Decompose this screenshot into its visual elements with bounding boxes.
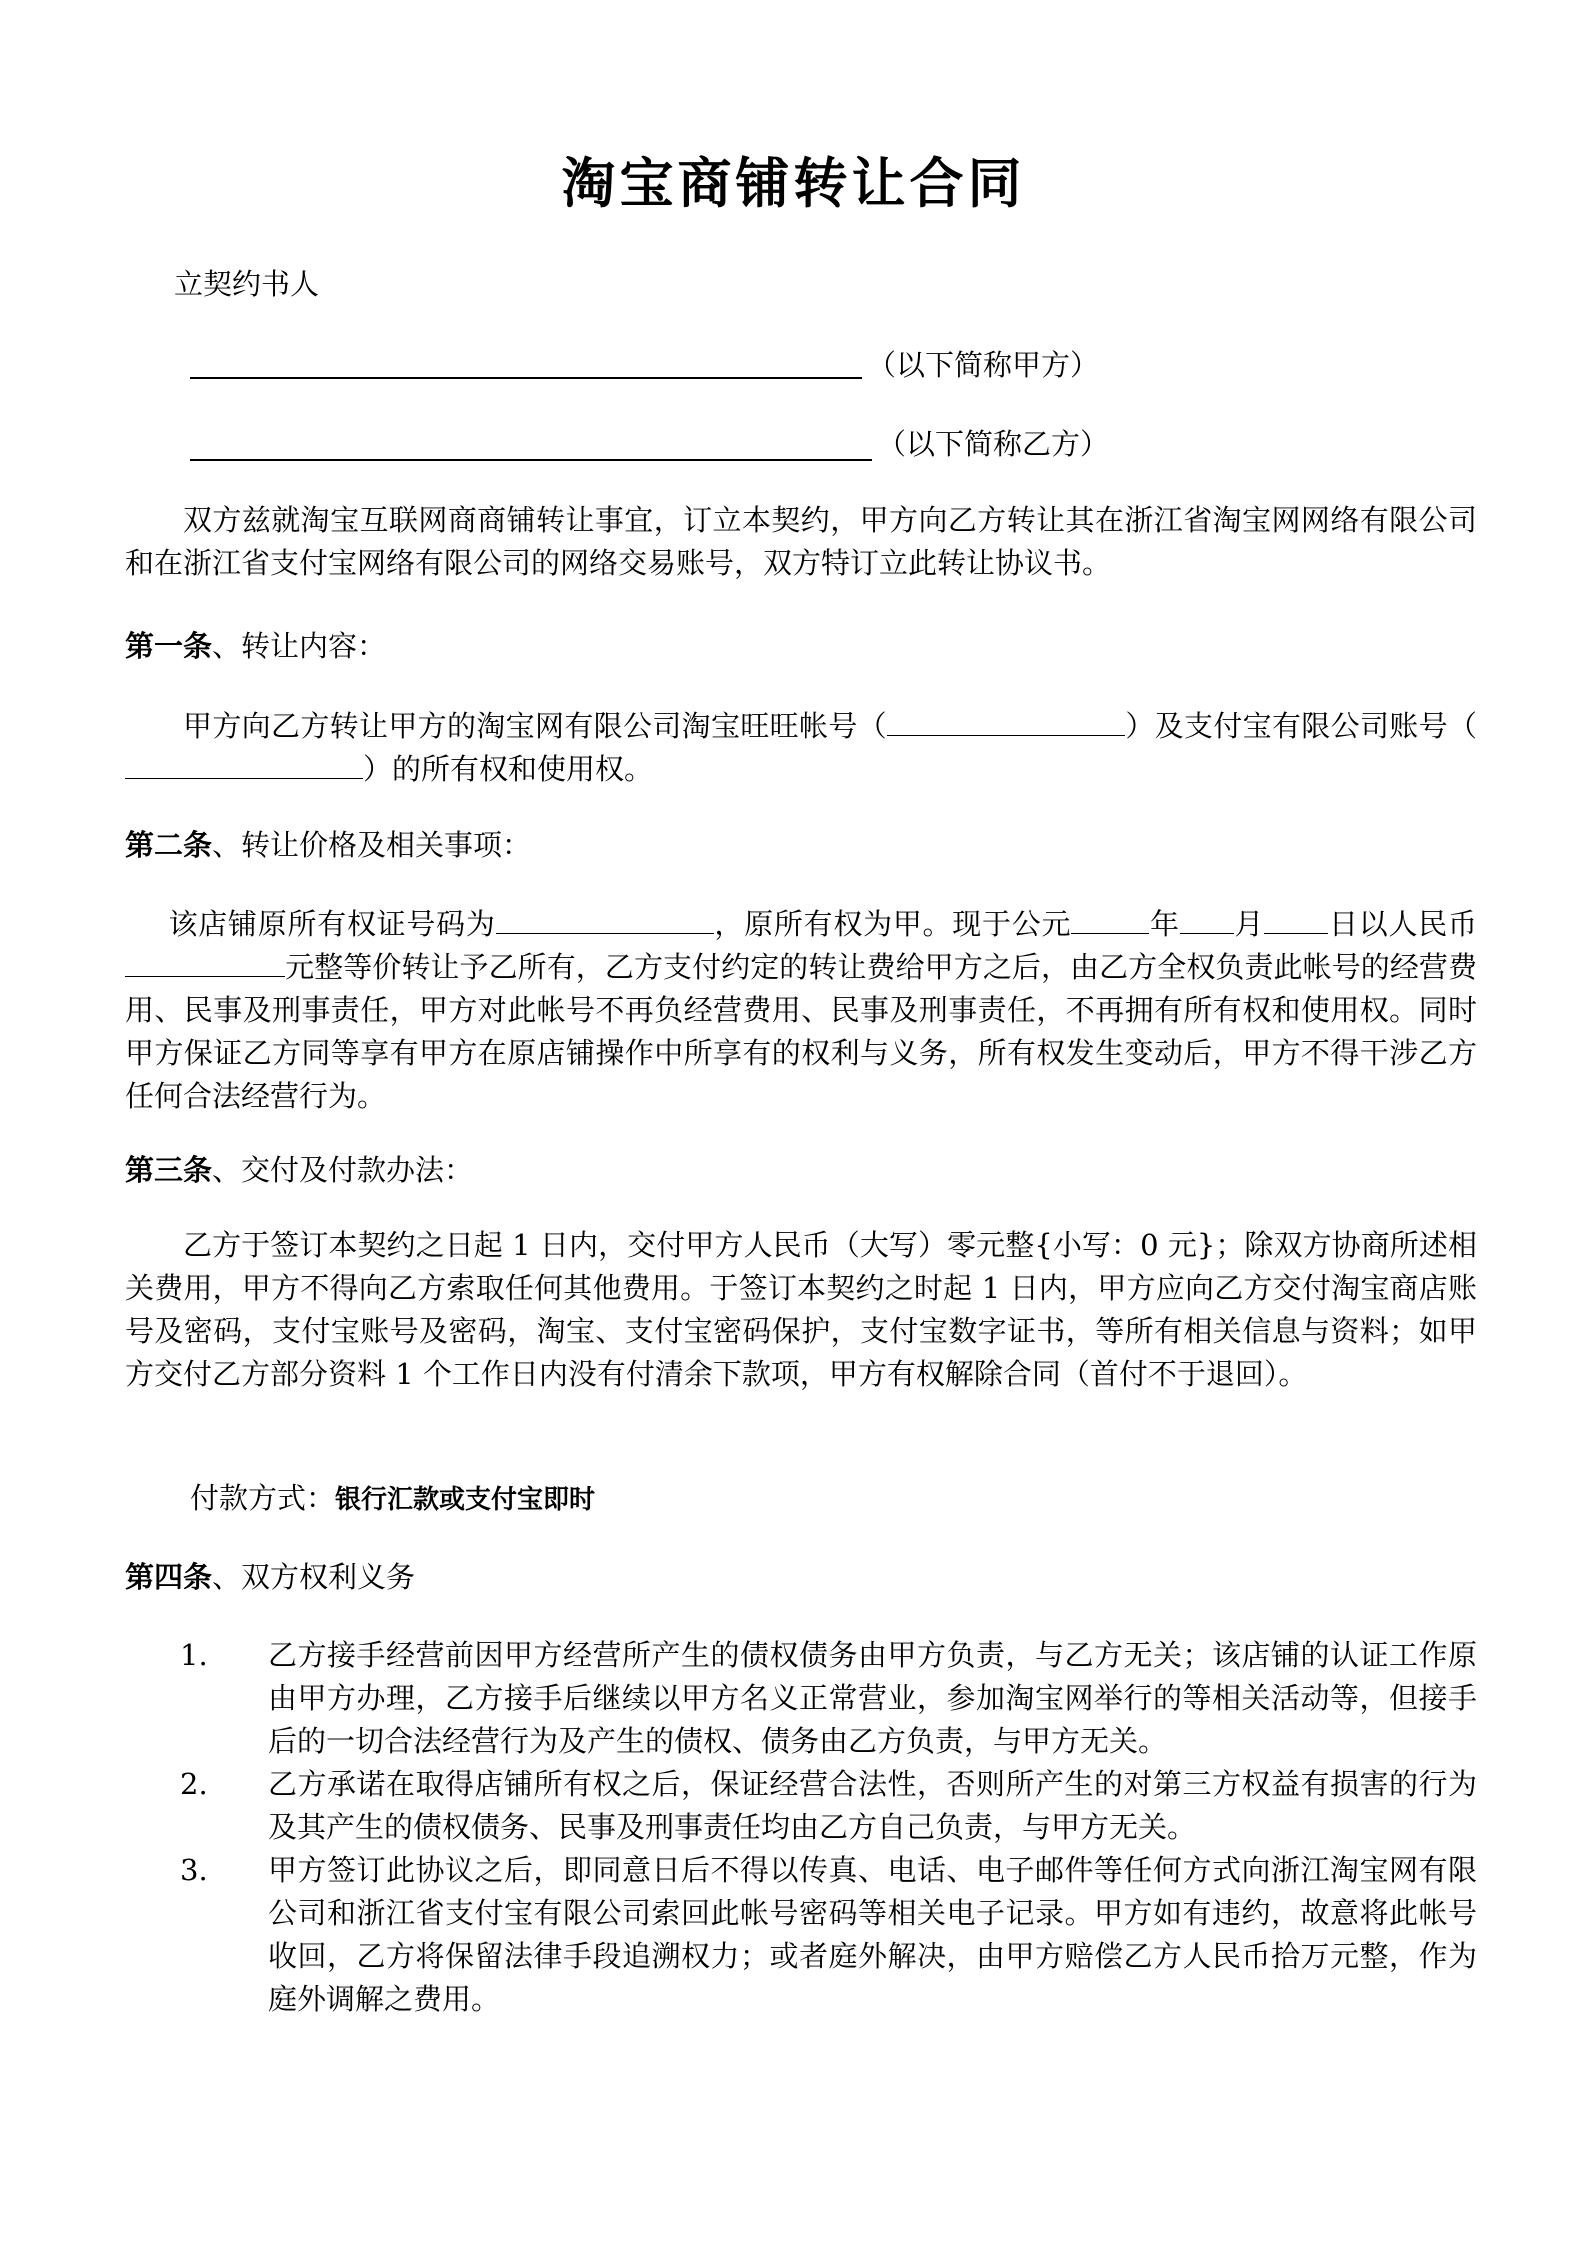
wangwang-account-blank xyxy=(887,705,1125,736)
article-4-heading xyxy=(125,1557,415,1597)
article-4-number: 第四条 xyxy=(125,1560,213,1594)
day-blank xyxy=(1264,903,1328,934)
party-b-blank-line xyxy=(190,459,872,461)
list-item-text: 甲方签订此协议之后，即同意日后不得以传真、电话、电子邮件等任何方式向浙江淘宝网有限公司和浙江省支付宝有限公司索回此帐号密码等相关电子记录。甲方如有违约，故意将此帐号收回，乙方将保留法律手段追溯权力；或者庭外解决，由甲方赔偿乙方人民币拾万元整，作为庭外调解之费用。 xyxy=(268,1853,1477,2016)
party-a-blank-line xyxy=(190,377,862,379)
payment-method-line xyxy=(190,1478,595,1520)
list-item-number: 2. xyxy=(180,1767,208,1801)
article-1-text-2: ）及支付宝有限公司账号（ xyxy=(1124,709,1477,743)
payment-method-value: 银行汇款或支付宝即时 xyxy=(335,1485,596,1515)
article-3-heading xyxy=(125,1150,473,1190)
certificate-number-blank xyxy=(496,903,714,934)
year-blank xyxy=(1071,903,1149,934)
article-2-paragraph xyxy=(125,903,1477,1118)
article-1-title: 、转让内容： xyxy=(212,629,387,663)
alipay-account-blank xyxy=(125,748,363,779)
article-1-text-1: 甲方向乙方转让甲方的淘宝网有限公司淘宝旺旺帐号（ xyxy=(183,709,887,743)
article-1-paragraph xyxy=(125,705,1477,791)
article-2-text-4: 元整等价转让予乙所有，乙方支付约定的转让费给甲方之后，由乙方全权负责此帐号的经营费用、民事及刑事责任，甲方对此帐号不再负经营费用、民事及刑事责任，不再拥有所有权和使用权。同时甲方保证乙方同等享有甲方在原店铺操作中所享有的权利与义务，所有权发生变动后，甲方不得干涉乙方任何合法经营行为。 xyxy=(125,950,1477,1113)
month-label: 月 xyxy=(1233,907,1265,941)
article-2-text-2: ，原所有权为甲。现于公元 xyxy=(713,907,1072,941)
article-2-title: 、转让价格及相关事项： xyxy=(212,828,532,862)
article-2-text-1: 该店铺原所有权证号码为 xyxy=(168,907,496,941)
article-1-text-3: ）的所有权和使用权。 xyxy=(363,752,654,786)
month-blank xyxy=(1180,903,1234,934)
article-3-title: 、交付及付款办法： xyxy=(212,1153,474,1187)
price-blank xyxy=(125,946,285,977)
list-item-number: 1. xyxy=(180,1638,208,1672)
article-3-number: 第三条 xyxy=(125,1153,213,1187)
article-1-number: 第一条 xyxy=(125,629,213,663)
article-2-number: 第二条 xyxy=(125,828,213,862)
article-2-text-3: 以人民币 xyxy=(1358,907,1477,941)
article-4-title: 、双方权利义务 xyxy=(212,1560,416,1594)
payment-method-label: 付款方式： xyxy=(190,1481,336,1515)
day-label: 日 xyxy=(1328,907,1359,941)
list-item-number: 3. xyxy=(180,1853,208,1887)
article-3-paragraph: 乙方于签订本契约之日起 1 日内，交付甲方人民币（大写）零元整{小写：0 元}；除双方协商所述相关费用，甲方不得向乙方索取任何其他费用。于签订本契约之时起 1 日内，甲方应向乙方交付淘宝商店账号及密码，支付宝账号及密码，淘宝、支付宝密码保护，支付宝数字证书，等所有相关信息与资料；如甲方交付乙方部分资料 1 个工作日内没有付清余下款项，甲方有权解除合同（首付不于退回）。 xyxy=(125,1228,1477,1391)
party-b-label: （以下简称乙方） xyxy=(877,427,1110,461)
article-2-heading xyxy=(125,825,531,865)
document-title: 淘宝商铺转让合同 xyxy=(561,152,1026,215)
intro-label: 立契约书人 xyxy=(174,267,320,301)
list-item-text: 乙方承诺在取得店铺所有权之后，保证经营合法性，否则所产生的对第三方权益有损害的行为及其产生的债权债务、民事及刑事责任均由乙方自己负责，与甲方无关。 xyxy=(268,1767,1477,1844)
year-label: 年 xyxy=(1149,907,1180,941)
article-1-heading xyxy=(125,626,386,666)
party-a-label: （以下简称甲方） xyxy=(867,348,1100,382)
preamble-paragraph: 双方兹就淘宝互联网商商铺转让事宜，订立本契约，甲方向乙方转让其在浙江省淘宝网网络有限公司和在浙江省支付宝网络有限公司的网络交易账号，双方特订立此转让协议书。 xyxy=(125,503,1477,580)
list-item-text: 乙方接手经营前因甲方经营所产生的债权债务由甲方负责，与乙方无关；该店铺的认证工作原由甲方办理，乙方接手后继续以甲方名义正常营业，参加淘宝网举行的等相关活动等，但接手后的一切合法经营行为及产生的债权、债务由乙方负责，与甲方无关。 xyxy=(268,1638,1477,1758)
